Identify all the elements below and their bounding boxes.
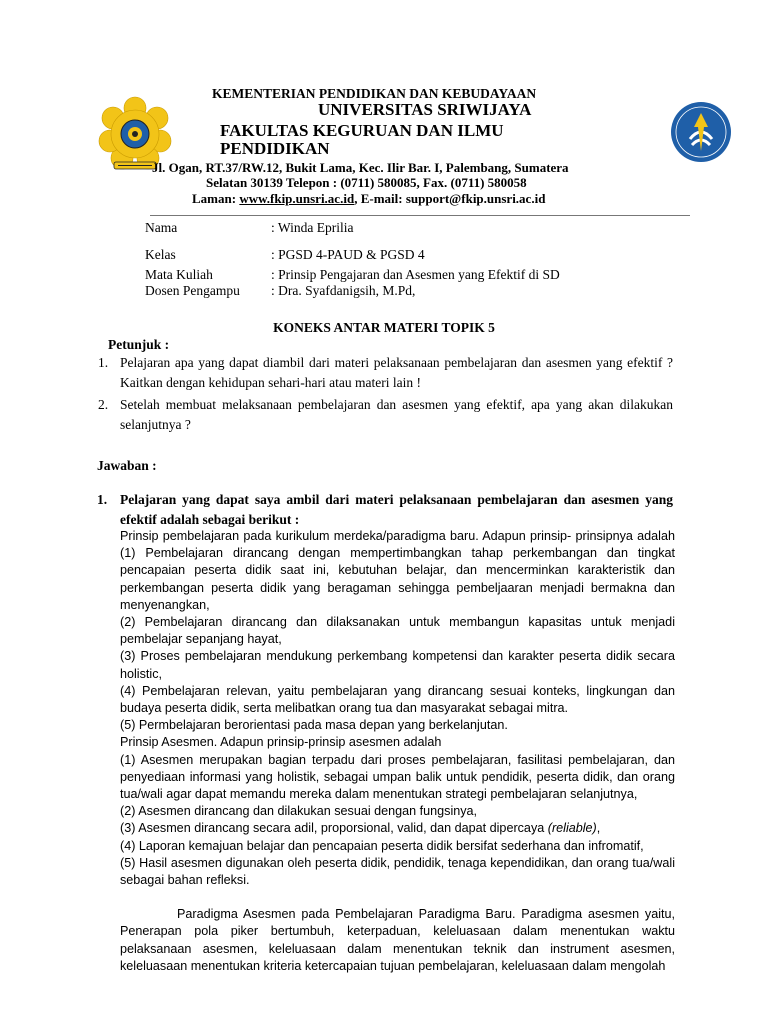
jawaban-heading: Jawaban : bbox=[97, 458, 157, 473]
website-link[interactable]: www.fkip.unsri.ac.id bbox=[239, 191, 355, 206]
faculty-name-line1: FAKULTAS KEGURUAN DAN ILMU bbox=[220, 121, 504, 140]
identity-value-mata-kuliah: : Prinsip Pengajaran dan Asesmen yang Efektif di SD bbox=[271, 267, 560, 282]
answer-paragraph: (5) Hasil asesmen digunakan oleh peserta didik, pendidik, tenaga kependidikan, dan orang tua/wali sebagai bahan refleksi. bbox=[120, 855, 675, 888]
answer-number-1: 1. bbox=[97, 492, 108, 507]
tut-wuri-handayani-logo-icon bbox=[670, 101, 732, 163]
document-title: KONEKS ANTAR MATERI TOPIK 5 bbox=[273, 320, 495, 335]
identity-value-nama: : Winda Eprilia bbox=[271, 220, 354, 235]
paragraph-text: (3) Asesmen dirancang secara adil, proporsional, valid, dan dapat dipercaya bbox=[120, 821, 548, 836]
reliable-term: (reliable) bbox=[547, 821, 597, 836]
contact-line bbox=[192, 191, 545, 207]
address-line1: Jl. Ogan, RT.37/RW.12, Bukit Lama, Kec. Ilir Bar. I, Palembang, Sumatera bbox=[152, 160, 569, 175]
petunjuk-number-2: 2. bbox=[98, 397, 109, 412]
answer-paragraph: (5) Permbelajaran berorientasi pada masa depan yang berkelanjutan. bbox=[120, 718, 508, 733]
answer-paragraph: (2) Pembelajaran dirancang dan dilaksanakan untuk membangun kapasitas untuk menjadi pembelajar sepanjang hayat, bbox=[120, 615, 675, 647]
petunjuk-heading: Petunjuk : bbox=[108, 337, 170, 352]
petunjuk-item-1: Pelajaran apa yang dapat diambil dari materi pelaksanaan pembelajaran dan asesmen yang efektif ? Kaitkan dengan kehidupan sehari-hari atau materi lain ! bbox=[120, 355, 673, 390]
answer-paragraph: Prinsip pembelajaran pada kurikulum merdeka/paradigma baru. Adapun prinsip- prinsipnya adalah (1) Pembelajaran dirancang dengan mempertimbangkan tahap perkembangan dan tingkat pencapaian peserta didik saat ini, kebutuhan belajar, dan mencerminkan karakteristik dan perkembangan peserta didik yang beragaman sehingga pembeljaaran menjadi bermakna dan menyenangkan, bbox=[120, 529, 675, 612]
address-line2: Selatan 30139 Telepon : (0711) 580085, Fax. (0711) 580058 bbox=[206, 175, 527, 190]
petunjuk-number-1: 1. bbox=[98, 355, 109, 370]
answer-paragraph-paradigma: Paradigma Asesmen pada Pembelajaran Paradigma Baru. Paradigma asesmen yaitu, Penerapan pola piker bertumbuh, keterpaduan, keleluasaan dalam menentukan waktu pelaksanaan asesmen, keleluasaan dalam menentukan teknik dan instrument asesmen, keleluasaan menentukan kriteria ketercapaian tujuan pembelajaran, keleluasaan dalam mengolah bbox=[120, 907, 675, 973]
answer-paragraph bbox=[120, 820, 675, 837]
petunjuk-item-2: Setelah membuat melaksanaan pembelajaran dan asesmen yang efektif, apa yang akan dilakukan selanjutnya ? bbox=[120, 397, 673, 432]
identity-label-nama: Nama bbox=[145, 220, 178, 235]
paragraph-end: , bbox=[596, 821, 601, 836]
header-divider bbox=[150, 215, 690, 216]
answer-paragraph: (4) Pembelajaran relevan, yaitu pembelajaran yang dirancang sesuai konteks, lingkungan dan budaya peserta didik, serta melibatkan orang tua dan masyarakat sebagai mitra. bbox=[120, 683, 675, 716]
answer-paragraph: (1) Asesmen merupakan bagian terpadu dari proses pembelajaran, fasilitasi pembelajaran, dan penyediaan informasi yang holistik, sebagai umpan balik untuk pendidik, peserta didik, dan orang tua/wali agar dapat memandu mereka dalam menentukan strategi pembelajaran selanjutnya, bbox=[120, 752, 675, 802]
answer-paragraph: (3) Proses pembelajaran mendukung perkembang kompetensi dan karakter peserta didik secara holistic, bbox=[120, 649, 675, 681]
identity-label-mata-kuliah: Mata Kuliah bbox=[145, 267, 213, 282]
laman-label: Laman: bbox=[192, 191, 240, 206]
faculty-name-line2: PENDIDIKAN bbox=[220, 139, 330, 158]
identity-label-dosen: Dosen Pengampu bbox=[145, 283, 240, 298]
answer-paragraph: (2) Asesmen dirancang dan dilakukan sesuai dengan fungsinya, bbox=[120, 804, 478, 819]
identity-value-kelas: : PGSD 4-PAUD & PGSD 4 bbox=[271, 247, 425, 262]
university-name: UNIVERSITAS SRIWIJAYA bbox=[318, 100, 532, 119]
answer-paragraph: Prinsip Asesmen. Adapun prinsip-prinsip asesmen adalah bbox=[120, 735, 442, 750]
identity-label-kelas: Kelas bbox=[145, 247, 176, 262]
identity-value-dosen: : Dra. Syafdanigsih, M.Pd, bbox=[271, 283, 416, 298]
email-text: , E-mail: support@fkip.unsri.ac.id bbox=[354, 191, 546, 206]
ministry-name: KEMENTERIAN PENDIDIKAN DAN KEBUDAYAAN bbox=[212, 86, 537, 101]
answer-heading-1: Pelajaran yang dapat saya ambil dari materi pelaksanaan pembelajaran dan asesmen yang efektif adalah sebagai berikut : bbox=[120, 492, 673, 527]
answer-body bbox=[120, 528, 675, 975]
answer-paragraph: (4) Laporan kemajuan belajar dan pencapaian peserta didik bersifat sederhana dan infromatif, bbox=[120, 838, 644, 853]
paragraph-gap bbox=[120, 889, 675, 906]
